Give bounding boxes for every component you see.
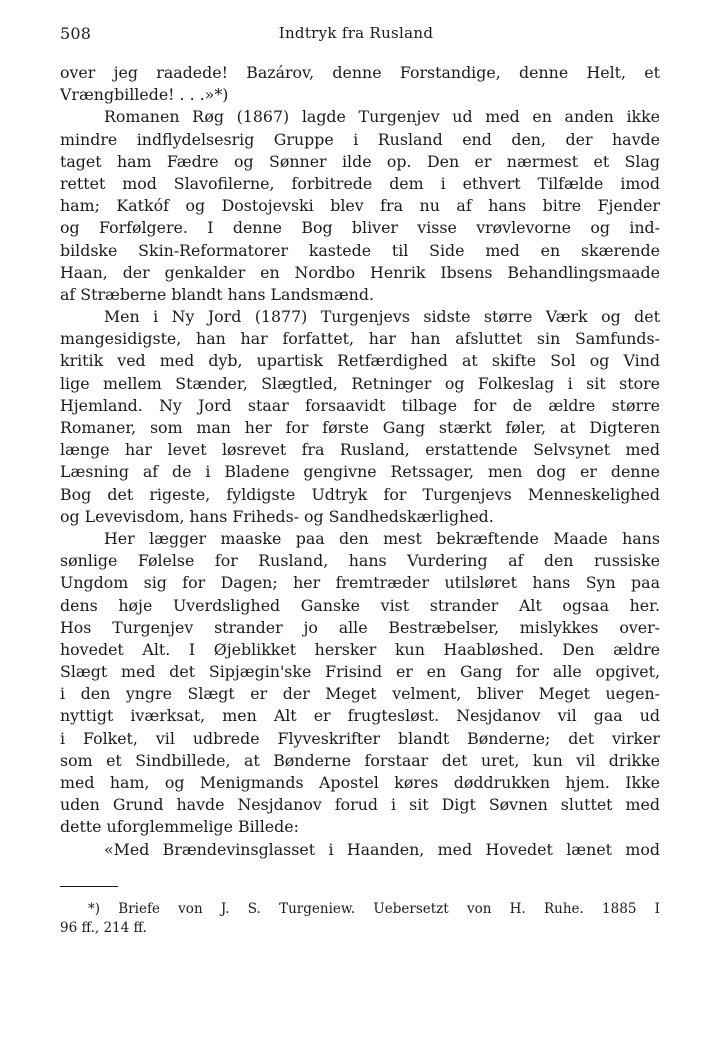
text-line: Romanen Røg (1867) lagde Turgenjev ud med en anden ikke [104,107,660,127]
text-line: Ungdom sig for Dagen; her fremtræder utilsløret hans Syn paa [60,573,660,593]
text-line: nyttigt iværksat, men Alt er frugtesløst. Nesjdanov vil gaa ud [60,706,660,726]
text-line: Men i Ny Jord (1877) Turgenjevs sidste større Værk og det [104,307,660,327]
body-text [60,62,660,861]
text-line: Bog det rigeste, fyldigste Udtryk for Turgenjevs Menneskelighed [60,484,660,504]
text-line: sønlige Følelse for Rusland, hans Vurdering af den russiske [60,551,660,571]
text-line: kritik ved med dyb, upartisk Retfærdighed at skifte Sol og Vind [60,351,660,371]
text-line: dens høje Uverdslighed Ganske vist strander Alt ogsaa her. [60,595,660,615]
text-line: mindre indflydelsesrig Gruppe i Rusland end den, der havde [60,129,660,149]
text-line: Hos Turgenjev strander jo alle Bestræbelser, mislykkes over- [60,617,660,637]
footnote-rule [60,886,118,887]
footnote-line: 96 ff., 214 ff. [60,920,147,936]
text-line: «Med Brændevinsglasset i Haanden, med Hovedet lænet mod [104,839,660,859]
text-line: ham; Katkóf og Dostojevski blev fra nu af hans bitre Fjender [60,196,660,216]
text-line: af Stræberne blandt hans Landsmænd. [60,284,374,304]
text-line: Haan, der genkalder en Nordbo Henrik Ibsens Behandlingsmaade [60,262,660,282]
text-line: dette uforglemmelige Billede: [60,817,299,837]
text-line: med ham, og Menigmands Apostel køres døddrukken hjem. Ikke [60,773,660,792]
running-head: Indtryk fra Rusland [278,24,434,42]
text-line: Hjemland. Ny Jord staar forsaavidt tilbage for de ældre større [60,395,660,415]
text-line: uden Grund havde Nesjdanov forud i sit Digt Søvnen sluttet med [60,795,660,815]
footnote [60,900,660,938]
text-line: Slægt med det Sipjægin'ske Frisind er en Gang for alle opgivet, [60,662,660,682]
text-line: og Forfølgere. I denne Bog bliver visse vrøvlevorne og ind- [60,218,660,238]
text-line: Vrængbillede! . . .»*) [60,85,229,105]
text-line: bildske Skin-Reformatorer kastede til Side med en skærende [60,240,660,260]
text-line: som et Sindbillede, at Bønderne forstaar det uret, kun vil drikke [60,750,660,770]
text-line: mangesidigste, han har forfattet, har han afsluttet sin Samfunds- [60,329,660,349]
footnote-line: *) Briefe von J. S. Turgeniew. Uebersetzt von H. Ruhe. 1885 I [88,901,660,917]
text-line: i Folket, vil udbrede Flyveskrifter blandt Bønderne; det virker [60,728,660,748]
page-number: 508 [60,24,92,43]
text-line: i den yngre Slægt er der Meget velment, bliver Meget uegen- [60,684,660,704]
text-line: Romaner, som man her for første Gang stærkt føler, at Digteren [60,418,660,437]
text-line: over jeg raadede! Bazárov, denne Forstandige, denne Helt, et [60,63,660,82]
text-line: længe har levet løsrevet fra Rusland, erstattende Selvsynet med [60,440,660,460]
text-line: lige mellem Stænder, Slægtled, Retninger og Folkeslag i sit store [60,373,660,393]
text-line: taget ham Fædre og Sønner ilde op. Den er nærmest et Slag [60,151,660,171]
text-line: hovedet Alt. I Øjeblikket hersker kun Haabløshed. Den ældre [60,639,660,659]
text-line: og Levevisdom, hans Friheds- og Sandhedskærlighed. [60,506,494,526]
text-line: rettet mod Slavofilerne, forbitrede dem i ethvert Tilfælde imod [60,173,660,193]
text-line: Her lægger maaske paa den mest bekræftende Maade hans [104,528,660,548]
text-line: Læsning af de i Bladene gengivne Retssager, men dog er denne [60,462,660,482]
